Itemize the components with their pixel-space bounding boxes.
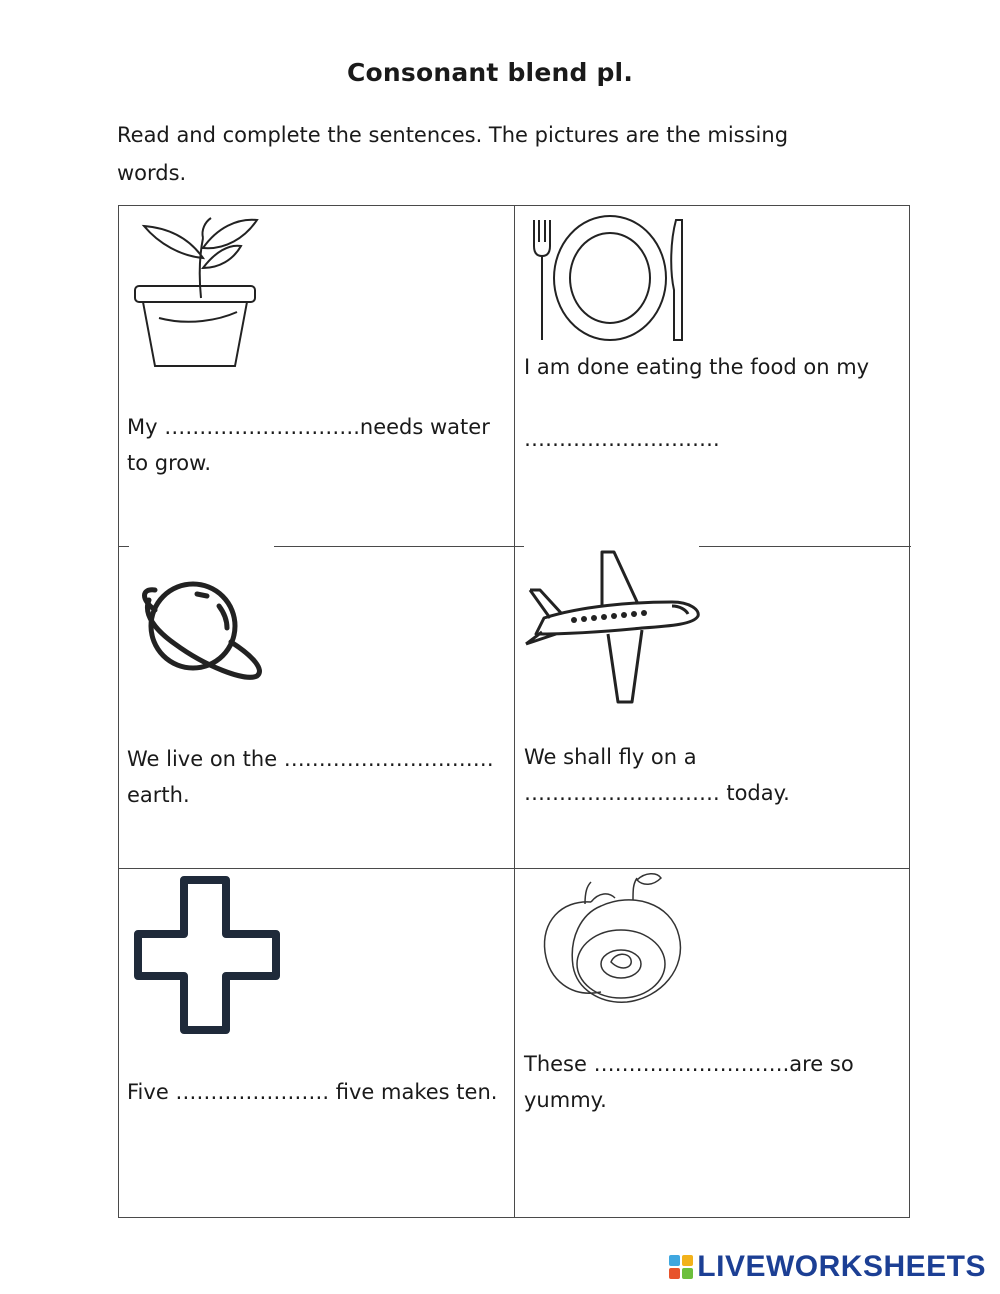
plate-fork-knife-icon	[524, 212, 694, 344]
sentence-2: I am done eating the food on my ……………………….	[524, 355, 870, 451]
worksheet-grid	[118, 205, 910, 1218]
grid-divider-row2	[119, 868, 909, 869]
grid-divider-row1-left	[119, 546, 129, 547]
grid-divider-vertical	[514, 206, 515, 1217]
grid-divider-row1-mid	[274, 546, 524, 547]
page-title: Consonant blend pl.	[346, 58, 634, 87]
sentence-5: Five …………………. five makes ten.	[127, 1080, 498, 1104]
liveworksheets-logo	[669, 1250, 986, 1284]
airplane-icon	[522, 548, 704, 706]
plus-sign-icon	[132, 876, 282, 1034]
sentence-1: My ……………………….needs water to grow.	[127, 415, 497, 475]
logo-blocks-icon	[669, 1255, 693, 1279]
sentence-3: We live on the ………………………… earth.	[127, 747, 501, 807]
instructions: Read and complete the sentences. The pictures are the missing words.	[117, 123, 789, 185]
planet-icon	[135, 570, 265, 680]
sentence-4: We shall fly on a ………………………. today.	[524, 745, 790, 805]
brand-name: LIVEWORKSHEETS	[697, 1250, 986, 1283]
plums-icon	[541, 872, 691, 1008]
sentence-6: These ……………………….are so yummy.	[524, 1052, 861, 1112]
plant-pot-icon	[129, 208, 261, 372]
grid-divider-row1-right	[699, 546, 911, 547]
